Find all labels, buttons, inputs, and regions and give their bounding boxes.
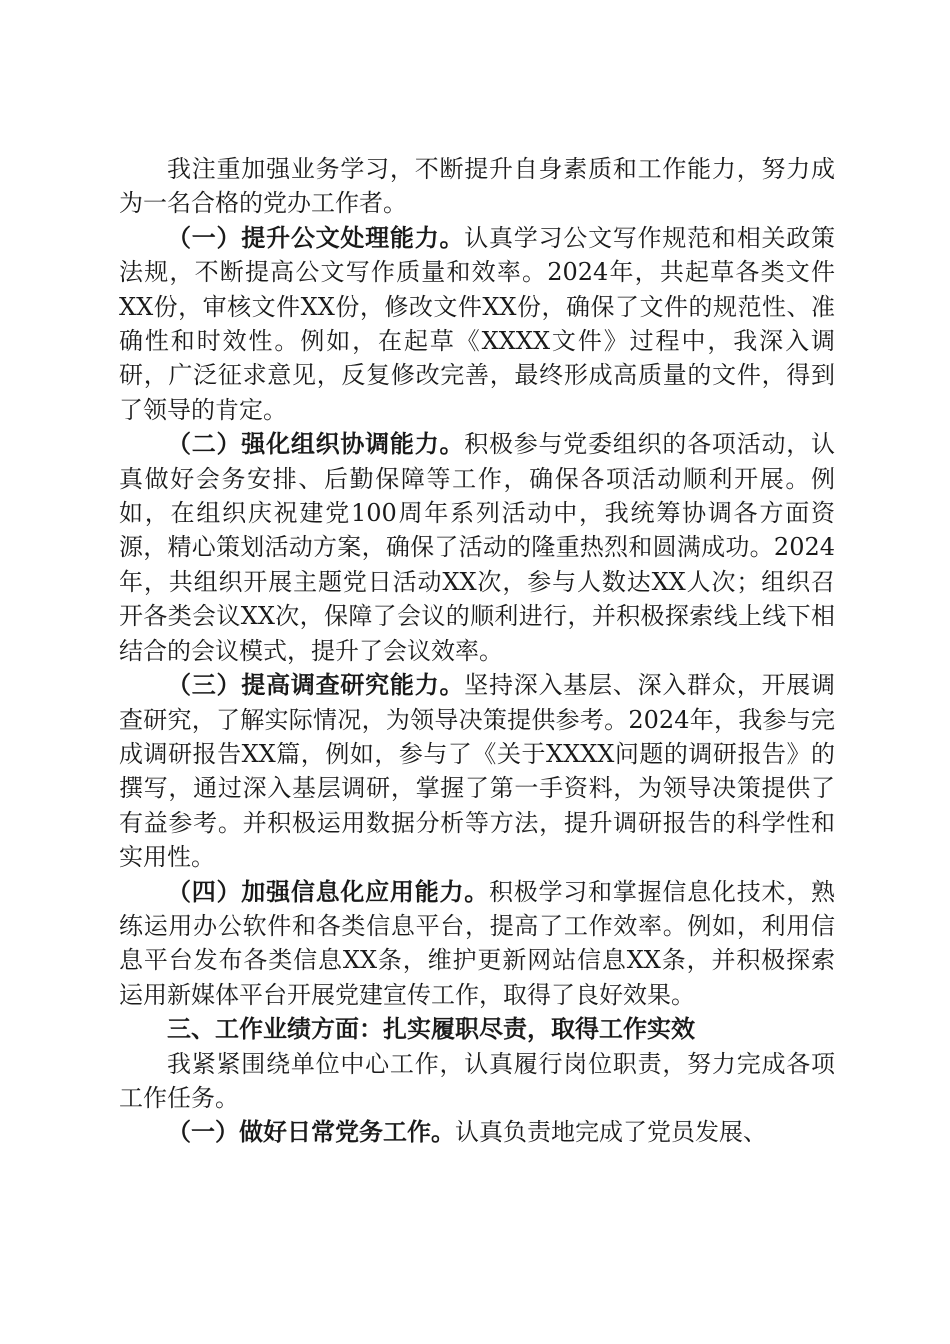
paragraph-text: 积极学习和掌握信息化技术，熟练运用办公软件和各类信息平台，提高了工作效率。例如，利用信息平台发布各类信息XX条，维护更新网站信息XX条，并积极探索运用新媒体平台开展党建宣传工作，取得了良好效果。: [119, 877, 835, 1009]
paragraph-item-1: [119, 221, 835, 427]
paragraph-text: 坚持深入基层、深入群众，开展调查研究，了解实际情况，为领导决策提供参考。2024年，我参与完成调研报告XX篇，例如，参与了《关于XXXX问题的调研报告》的撰写，通过深入基层调研，掌握了第一手资料，为领导决策提供了有益参考。并积极运用数据分析等方法，提升调研报告的科学性和实用性。: [119, 671, 836, 872]
document-body: [119, 152, 835, 1150]
paragraph-lead: （四）加强信息化应用能力。: [167, 877, 489, 906]
paragraph-text: 认真学习公文写作规范和相关政策法规，不断提高公文写作质量和效率。2024年，共起草各类文件XX份，审核文件XX份，修改文件XX份，确保了文件的规范性、准确性和时效性。例如，在起草《XXXX文件》过程中，我深入调研，广泛征求意见，反复修改完善，最终形成高质量的文件，得到了领导的肯定。: [119, 223, 836, 424]
paragraph-item-2: [119, 427, 835, 668]
paragraph-item-4: [119, 875, 835, 1013]
paragraph-text: 积极参与党委组织的各项活动，认真做好会务安排、后勤保障等工作，确保各项活动顺利开展。例如，在组织庆祝建党100周年系列活动中，我统筹协调各方面资源，精心策划活动方案，确保了活动的隆重热烈和圆满成功。2024年，共组织开展主题党日活动XX次，参与人数达XX人次；组织召开各类会议XX次，保障了会议的顺利进行，并积极探索线上线下相结合的会议模式，提升了会议效率。: [119, 430, 836, 665]
paragraph-lead: （二）强化组织协调能力。: [167, 430, 465, 459]
paragraph-lead: （一）提升公文处理能力。: [167, 223, 465, 252]
paragraph-intro: [119, 152, 835, 221]
section-heading: 三、工作业绩方面：扎实履职尽责，取得工作实效: [167, 1015, 695, 1044]
paragraph-last-item: [119, 1115, 835, 1149]
section-intro: 我紧紧围绕单位中心工作，认真履行岗位职责，努力完成各项工作任务。: [119, 1049, 835, 1112]
paragraph-text: 我注重加强业务学习，不断提升自身素质和工作能力，努力成为一名合格的党办工作者。: [119, 155, 835, 218]
paragraph-text: 认真负责地完成了党员发展、: [455, 1118, 767, 1147]
paragraph-lead: （一）做好日常党务工作。: [167, 1118, 455, 1147]
paragraph-lead: （三）提高调查研究能力。: [167, 671, 465, 700]
paragraph-item-3: [119, 668, 835, 874]
